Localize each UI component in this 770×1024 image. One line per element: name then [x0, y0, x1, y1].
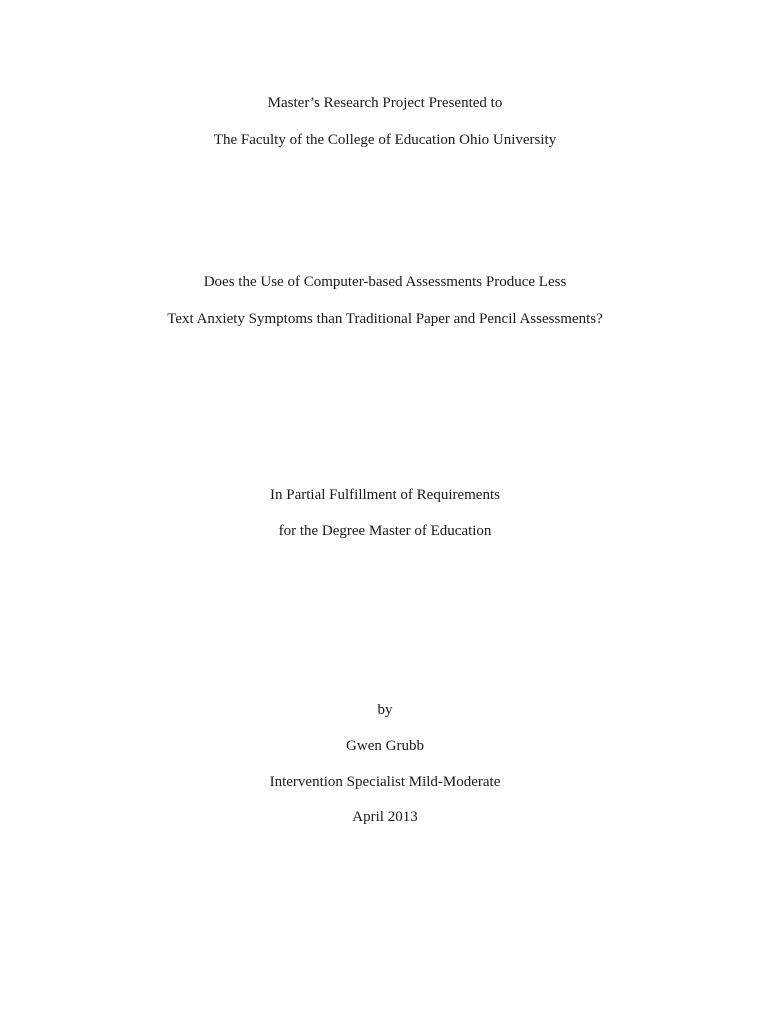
program-name: Intervention Specialist Mild-Moderate	[269, 774, 501, 790]
fulfillment-line-1: In Partial Fulfillment of Requirements	[270, 487, 500, 503]
author-name: Gwen Grubb	[346, 738, 424, 754]
fulfillment-line-2: for the Degree Master of Education	[278, 523, 492, 539]
submission-date: April 2013	[352, 809, 418, 825]
title-line-2: Text Anxiety Symptoms than Traditional Paper and Pencil Assessments?	[167, 311, 603, 327]
presented-line-1: Master’s Research Project Presented to	[267, 95, 503, 111]
by-line: by	[377, 702, 393, 718]
title-line-1: Does the Use of Computer-based Assessments Produce Less	[203, 274, 567, 290]
presented-line-2: The Faculty of the College of Education Ohio University	[213, 132, 557, 148]
